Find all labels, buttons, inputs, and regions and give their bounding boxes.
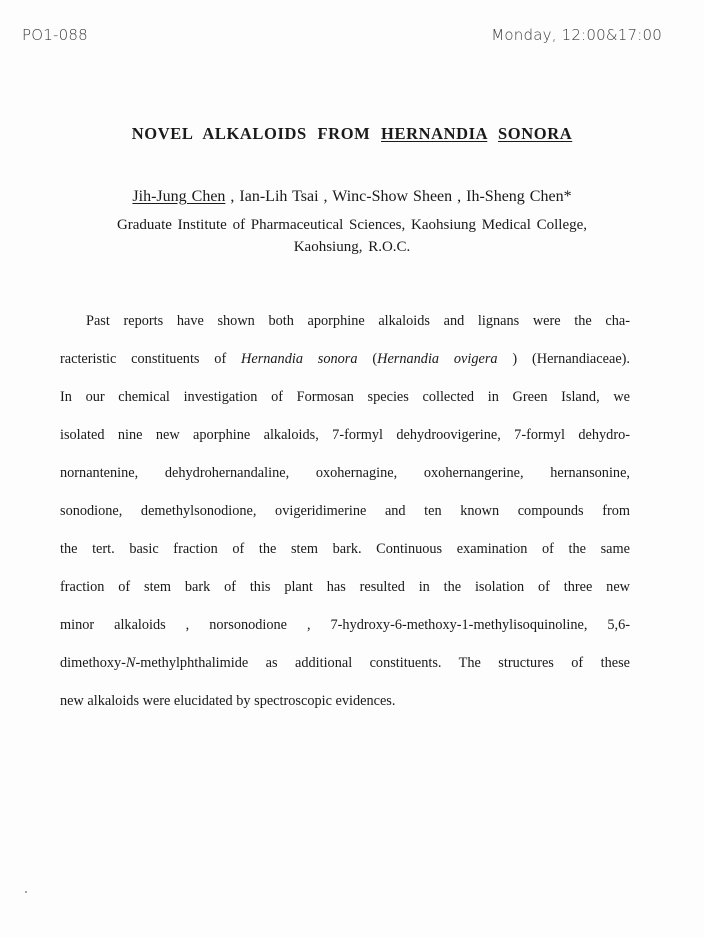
abstract-line: sonodione, demethylsonodione, ovigeridimerine and ten known compounds from [60, 503, 630, 519]
abstract-code: PO1-088 [22, 26, 88, 44]
scan-speck [25, 891, 27, 893]
abstract-line: In our chemical investigation of Formosan species collected in Green Island, we [60, 389, 630, 405]
abstract-line: minor alkaloids , norsonodione , 7-hydroxy-6-methoxy-1-methylisoquinoline, 5,6- [60, 617, 630, 633]
abstract-line: fraction of stem bark of this plant has resulted in the isolation of three new [60, 579, 630, 595]
text-run: ( [357, 351, 378, 367]
presenting-author: Jih-Jung Chen [132, 188, 226, 205]
abstract-line: Past reports have shown both aporphine alkaloids and lignans were the cha- [86, 313, 630, 329]
title-species: SONORA [498, 124, 573, 143]
title-genus: HERNANDIA [381, 124, 488, 143]
text-run: ) (Hernandiaceae). [497, 351, 630, 367]
abstract-line [60, 340, 630, 378]
affiliation-line-2: Kaohsiung, R.O.C. [293, 239, 411, 255]
italic-n: N [125, 655, 136, 671]
abstract-body [60, 302, 630, 720]
author-list [0, 188, 704, 206]
abstract-line: nornantenine, dehydrohernandaline, oxohernagine, oxohernangerine, hernansonine, [60, 465, 630, 481]
session-schedule: Monday, 12:00&17:00 [491, 26, 662, 44]
title-prefix: NOVEL ALKALOIDS FROM [131, 124, 371, 143]
synonym-name: Hernandia ovigera [377, 351, 498, 367]
text-run: racteristic constituents of [60, 351, 242, 367]
affiliation [0, 214, 704, 258]
text-run: -methylphthalimide as additional constituents. The structures of these [135, 655, 630, 671]
text-run: dimethoxy- [60, 655, 126, 671]
species-name: Hernandia sonora [241, 351, 358, 367]
abstract-line: isolated nine new aporphine alkaloids, 7-formyl dehydroovigerine, 7-formyl dehydro- [60, 427, 630, 443]
co-authors: , Ian-Lih Tsai , Winc-Show Sheen , Ih-Sheng Chen* [225, 188, 572, 205]
abstract-line: the tert. basic fraction of the stem bark. Continuous examination of the same [60, 541, 630, 557]
paper-title [0, 124, 704, 144]
abstract-line: new alkaloids were elucidated by spectroscopic evidences. [60, 693, 396, 709]
abstract-line [60, 644, 630, 682]
affiliation-line-1: Graduate Institute of Pharmaceutical Sciences, Kaohsiung Medical College, [116, 217, 588, 233]
